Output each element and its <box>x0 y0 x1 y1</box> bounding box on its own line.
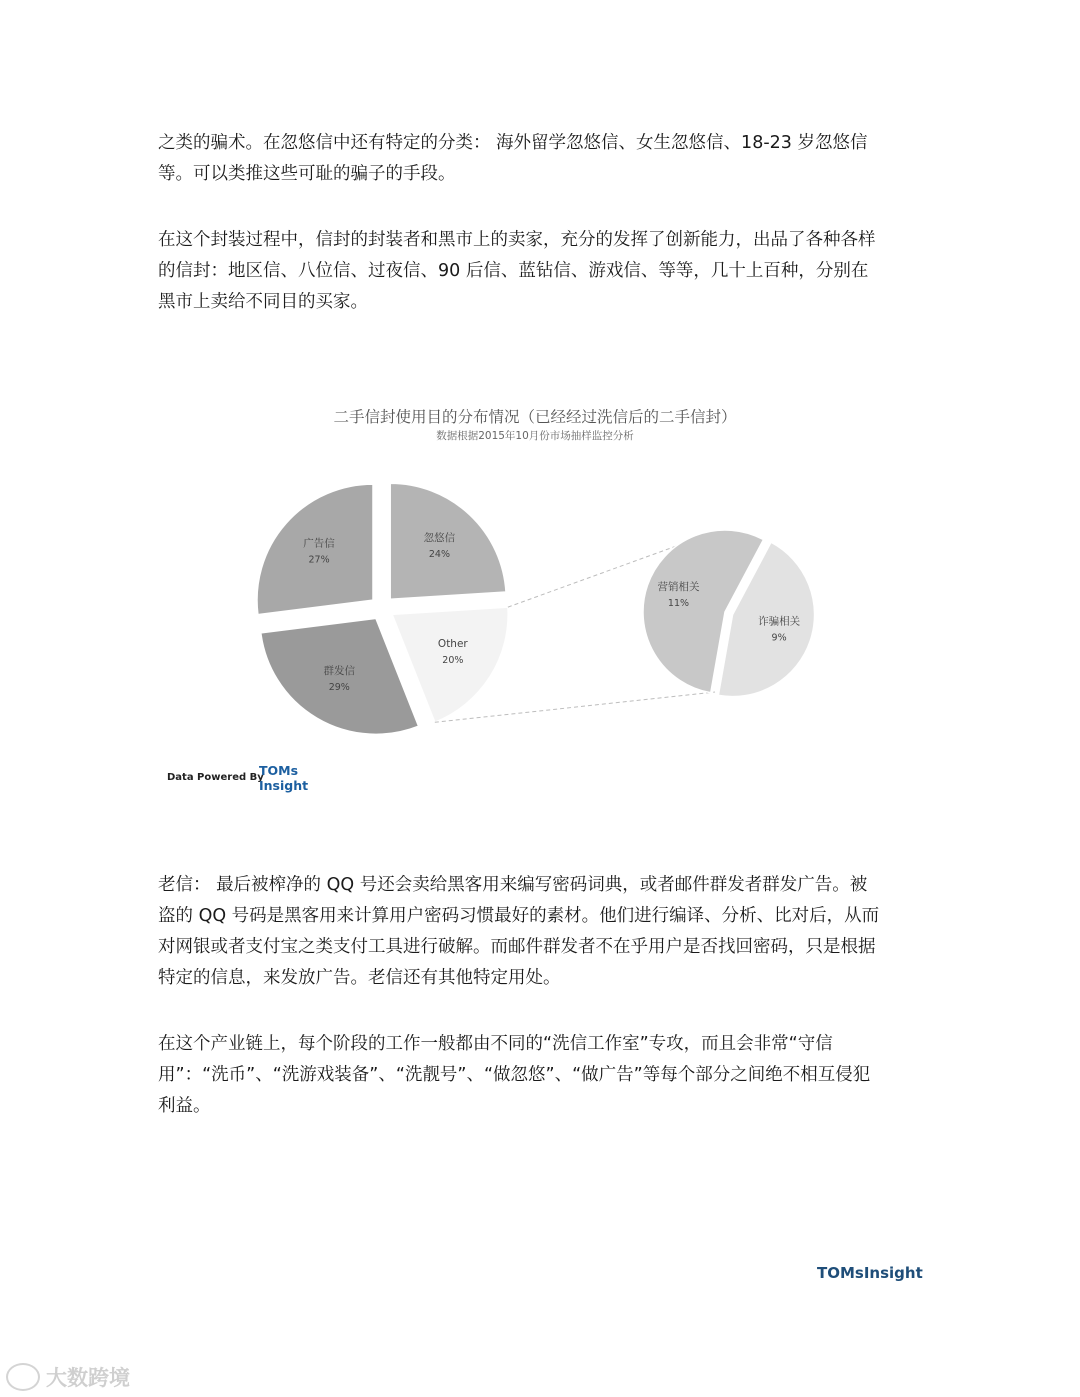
text-line: 等。可以类推这些可耻的骗子的手段。 <box>158 164 456 184</box>
toms-insight-logo <box>259 763 308 793</box>
pie-slice-group <box>257 484 373 615</box>
logo-line-1: TOMs <box>259 763 299 778</box>
pie-slice-0-value-label: 24% <box>428 548 451 560</box>
pie-slice-2-value-label: 29% <box>328 682 350 694</box>
pie-slice-group <box>390 483 506 599</box>
chart-subtitle: 数据根据2015年10月份市场抽样监控分析 <box>436 430 634 442</box>
pie-slice-3-value-label: 27% <box>308 554 330 566</box>
pie-slice-1-label: Other <box>437 637 468 650</box>
pie-chart <box>150 390 801 770</box>
paragraph-old-envelopes <box>158 870 928 994</box>
paragraph-industry-chain <box>158 1029 928 1122</box>
text-line: 对网银或者支付宝之类支付工具进行破解。而邮件群发者不在乎用户是否找回密码，只是根据 <box>158 937 876 957</box>
text-line: 特定的信息，来发放广告。老信还有其他特定用处。 <box>158 968 561 988</box>
pie-slice-group <box>261 618 419 734</box>
text-line: 在这个产业链上，每个阶段的工作一般都由不同的“洗信工作室”专攻，而且会非常“守信 <box>158 1034 833 1054</box>
main-pie-group <box>257 483 508 734</box>
data-powered-by-label: Data Powered By <box>167 772 264 783</box>
footer-brand-logo: TOMsInsight <box>817 1264 923 1282</box>
watermark <box>6 1362 130 1392</box>
text-line: 盗的 QQ 号码是黑客用来计算用户密码习惯最好的素材。他们进行编译、分析、比对后，从而 <box>158 906 880 926</box>
breakdown-slice-1-label: 营销相关 <box>657 580 700 593</box>
text-line: 之类的骗术。在忽悠信中还有特定的分类： 海外留学忽悠信、女生忽悠信、18-23 岁忽悠信 <box>158 133 868 153</box>
chart-title: 二手信封使用目的分布情况（已经经过洗信后的二手信封） <box>333 408 737 426</box>
paragraph-scam-categories <box>158 128 928 190</box>
text-line: 用”：“洗币”、“洗游戏装备”、“洗靓号”、“做忽悠”、“做广告”等每个部分之间绝不相互侵犯 <box>158 1065 871 1085</box>
text-line: 利益。 <box>158 1096 211 1116</box>
breakdown-slice-0-value-label: 9% <box>771 632 787 644</box>
pie-slice-3-label: 广告信 <box>303 537 335 550</box>
text-line: 在这个封装过程中，信封的封装者和黑市上的卖家，充分的发挥了创新能力，出品了各种各样 <box>158 230 876 250</box>
watermark-logo-icon <box>6 1363 40 1391</box>
breakdown-slice-0-label: 诈骗相关 <box>758 615 801 628</box>
pie-slice-0-label: 忽悠信 <box>423 531 456 544</box>
watermark-text: 大数跨境 <box>46 1366 130 1390</box>
text-line: 的信封：地区信、八位信、过夜信、90 后信、蓝钻信、游戏信、等等，几十上百种，分别在 <box>158 261 869 281</box>
breakdown-slice-1-value-label: 11% <box>667 597 690 609</box>
text-line: 老信： 最后被榨净的 QQ 号还会卖给黑客用来编写密码词典，或者邮件群发者群发广告。被 <box>158 875 868 895</box>
pie-slice-2-label: 群发信 <box>323 665 356 678</box>
breakdown-pie-group <box>643 530 815 697</box>
pie-slice-1-value-label: 20% <box>442 654 464 666</box>
text-line: 黑市上卖给不同目的买家。 <box>158 292 368 312</box>
logo-line-2: Insight <box>259 778 309 793</box>
paragraph-envelope-types <box>158 225 928 318</box>
connector-line-1 <box>435 692 715 722</box>
